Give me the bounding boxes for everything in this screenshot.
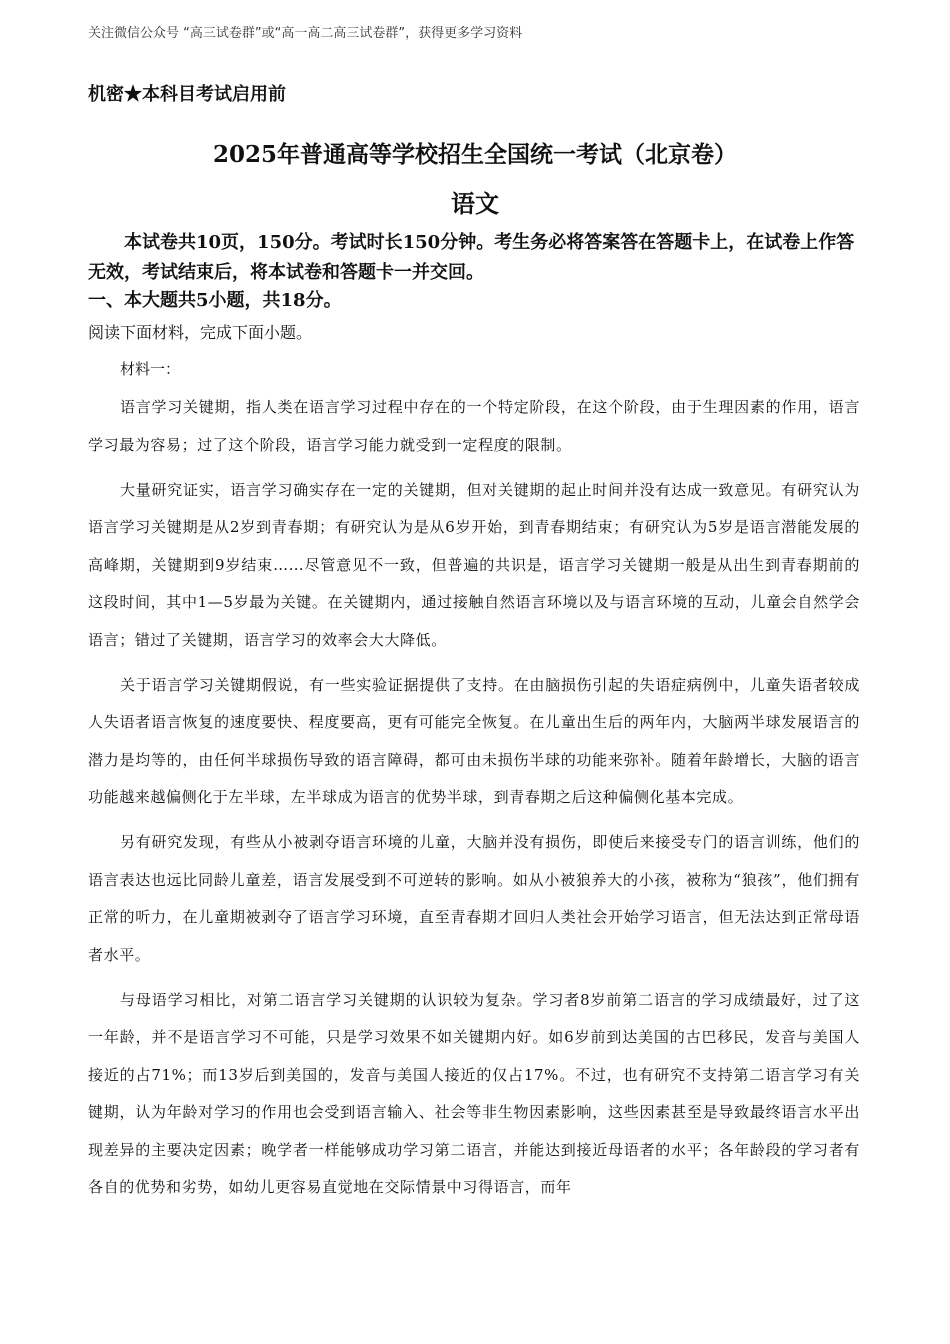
paragraph: 语言学习关键期，指人类在语言学习过程中存在的一个特定阶段，在这个阶段，由于生理因素的作用，语言学习最为容易；过了这个阶段，语言学习能力就受到一定程度的限制。 (88, 398, 860, 454)
material-label: 材料一： (120, 360, 181, 378)
paragraph: 另有研究发现，有些从小被剥夺语言环境的儿童，大脑并没有损伤，即使后来接受专门的语言训练，他们的语言表达也远比同龄儿童差，语言发展受到不可逆转的影响。如从小被狼养大的小孩，被称为“狼孩”，他们拥有正常的听力，在儿童期被剥夺了语言学习环境，直至青春期才回归人类社会开始学习语言，但无法达到正常母语者水平。 (88, 833, 860, 964)
paragraph: 关于语言学习关键期假说，有一些实验证据提供了支持。在由脑损伤引起的失语症病例中，儿童失语者较成人失语者语言恢复的速度要快、程度要高，更有可能完全恢复。在儿童出生后的两年内，大脑两半球发展语言的潜力是均等的，由任何半球损伤导致的语言障碍，都可由未损伤半球的功能来弥补。随着年龄增长，大脑的语言功能越来越偏侧化于左半球，左半球成为语言的优势半球，到青春期之后这种偏侧化基本完成。 (88, 675, 860, 806)
header-note: 关注微信公众号 “高三试卷群”或“高一高二高三试卷群”，获得更多学习资料 (88, 26, 523, 41)
exam-title: 2025年普通高等学校招生全国统一考试（北京卷） (212, 141, 737, 168)
section-heading: 一、本大题共5小题，共18分。 (88, 290, 342, 311)
paragraph: 与母语学习相比，对第二语言学习关键期的认识较为复杂。学习者8岁前第二语言的学习成绩最好，过了这一年龄，并不是语言学习不可能，只是学习效果不如关键期内好。如6岁前到达美国的古巴移民，发音与美国人接近的占71%；而13岁后到美国的，发音与美国人接近的仅占17%。不过，也有研究不支持第二语言学习有关键期，认为年龄对学习的作用也会受到语言输入、社会等非生物因素影响，这些因素甚至是导致最终语言水平出现差异的主要决定因素；晚学者一样能够成功学习第二语言，并能达到接近母语者的水平；各年龄段的学习者有各自的优势和劣势，如幼儿更容易直觉地在交际情景中习得语言，而年 (88, 990, 860, 1196)
subject-title: 语文 (451, 189, 499, 218)
reading-prompt: 阅读下面材料，完成下面小题。 (88, 323, 313, 342)
material-body (88, 389, 860, 1214)
confidential-label: 机密★本科目考试启用前 (88, 84, 286, 105)
exam-instructions: 本试卷共10页，150分。考试时长150分钟。考生务必将答案答在答题卡上，在试卷上作答无效，考试结束后，将本试卷和答题卡一并交回。 (88, 232, 855, 283)
paragraph: 大量研究证实，语言学习确实存在一定的关键期，但对关键期的起止时间并没有达成一致意见。有研究认为语言学习关键期是从2岁到青春期；有研究认为是从6岁开始，到青春期结束；有研究认为5岁是语言潜能发展的高峰期，关键期到9岁结束……尽管意见不一致，但普遍的共识是，语言学习关键期一般是从出生到青春期前的这段时间，其中1—5岁最为关键。在关键期内，通过接触自然语言环境以及与语言环境的互动，儿童会自然学会语言；错过了关键期，语言学习的效率会大大降低。 (88, 480, 860, 649)
